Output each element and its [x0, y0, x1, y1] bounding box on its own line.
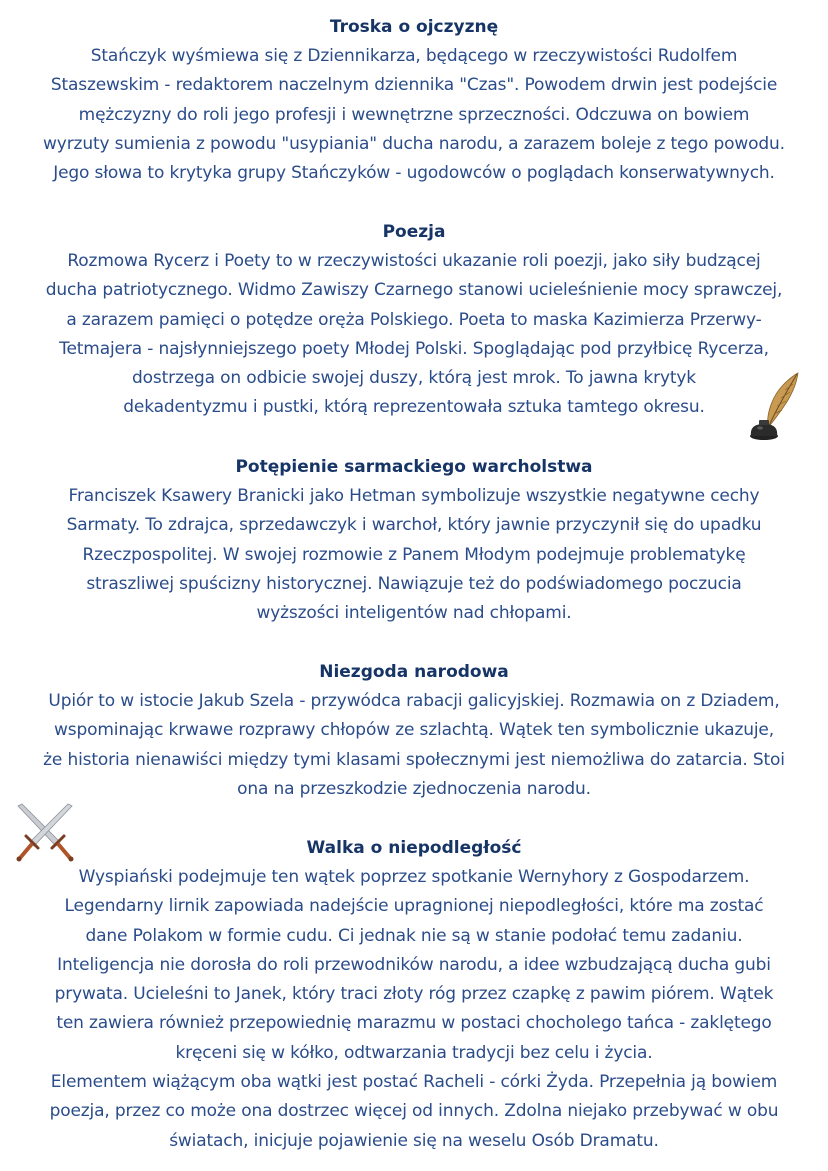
section-title: Potępienie sarmackiego warcholstwa: [235, 457, 593, 477]
text-line: Inteligencja nie dorosła do roli przewodników narodu, a idee wzbudzającą ducha gubi: [57, 954, 771, 975]
section-title: Niezgoda narodowa: [319, 662, 509, 682]
text-line: Rozmowa Rycerz i Poety to w rzeczywistości ukazanie roli poezji, jako siły budzącej: [67, 251, 761, 271]
crossed-swords-icon: [12, 802, 78, 864]
text-line: straszliwej spuścizny historycznej. Nawiązuje też do podświadomego poczucia: [86, 573, 742, 594]
text-line: Elementem wiążącym oba wątki jest postać Racheli - córki Żyda. Przepełnia ją bowiem: [50, 1072, 778, 1093]
section-troska-o-ojczyzne: [0, 12, 828, 188]
text-line: poezja, przez co może ona dostrzec więcej od innych. Zdolna niejako przebywać w obu: [49, 1101, 779, 1122]
text-line: Stańczyk wyśmiewa się z Dziennikarza, będącego w rzeczywistości Rudolfem: [90, 46, 738, 66]
text-line: Legendarny lirnik zapowiada nadejście upragnionej niepodległości, które ma zostać: [64, 896, 764, 917]
text-line: Franciszek Ksawery Branicki jako Hetman symbolizuje wszystkie negatywne cechy: [68, 486, 760, 506]
text-line: Jego słowa to krytyka grupy Stańczyków - ugodowców o poglądach konserwatywnych.: [53, 163, 775, 184]
section-title: Troska o ojczyznę: [329, 17, 499, 37]
text-line: dane Polakom w formie cudu. Ci jednak nie są w stanie podołać temu zadaniu.: [85, 925, 743, 946]
section-title: Poezja: [382, 222, 446, 242]
text-line: ten zawiera również przepowiednię marazmu w postaci chocholego tańca - zaklętego: [56, 1013, 772, 1034]
text-line: Sarmaty. To zdrajca, sprzedawczyk i warchoł, który jawnie przyczynił się do upadku: [66, 515, 762, 536]
text-line: Rzeczpospolitej. W swojej rozmowie z Panem Młodym podejmuje problematykę: [82, 544, 746, 565]
text-line: mężczyzny do roli jego profesji i wewnętrzne sprzeczności. Odczuwa on bowiem: [78, 104, 750, 125]
section-niezgoda-narodowa: [0, 657, 828, 804]
section-body: [0, 247, 828, 423]
section-body: [0, 687, 828, 804]
section-potepienie-sarmackiego-warcholstwa: [0, 452, 828, 628]
section-title: Walka o niepodległość: [306, 838, 522, 858]
text-line: wyrzuty sumienia z powodu "usypiania" ducha narodu, a zarazem boleje z tego powodu.: [43, 133, 785, 154]
text-line: wyższości inteligentów nad chłopami.: [256, 603, 572, 624]
text-line: że historia nienawiści między tymi klasami społecznymi jest niemożliwa do zatarcia. Stoi: [43, 749, 785, 770]
text-line: dekadentyzmu i pustki, którą reprezentowała sztuka tamtego okresu.: [123, 397, 705, 418]
section-walka-o-niepodleglosc: [0, 833, 828, 1156]
section-body: [0, 42, 828, 188]
text-line: Wyspiański podejmuje ten wątek poprzez spotkanie Wernyhory z Gospodarzem.: [78, 867, 750, 887]
text-line: Upiór to w istocie Jakub Szela - przywódca rabacji galicyjskiej. Rozmawia on z Dziadem,: [48, 691, 780, 711]
text-line: Tetmajera - najsłynniejszego poety Młodej Polski. Spoglądając pod przyłbicę Rycerza,: [59, 338, 769, 359]
section-body: [0, 482, 828, 628]
text-line: a zarazem pamięci o potędze oręża Polskiego. Poeta to maska Kazimierza Przerwy-: [66, 309, 762, 330]
text-line: światach, inicjuje pojawienie się na weselu Osób Dramatu.: [169, 1130, 659, 1151]
quill-inkwell-icon: [744, 370, 800, 442]
text-line: kręceni się w kółko, odtwarzania tradycji bez celu i życia.: [175, 1042, 653, 1063]
section-body: [0, 863, 828, 1156]
text-line: wspominając krwawe rozprawy chłopów ze szlachtą. Wątek ten symbolicznie ukazuje,: [54, 720, 774, 741]
text-line: ona na przeszkodzie zjednoczenia narodu.: [237, 778, 591, 799]
text-line: ducha patriotycznego. Widmo Zawiszy Czarnego stanowi ucieleśnienie mocy sprawczej,: [45, 280, 783, 301]
text-line: Staszewskim - redaktorem naczelnym dziennika "Czas". Powodem drwin jest podejście: [50, 75, 778, 96]
section-poezja: [0, 217, 828, 423]
text-line: prywata. Ucieleśni to Janek, który traci złoty róg przez czapkę z pawim piórem. Wątek: [54, 984, 774, 1005]
text-line: dostrzega on odbicie swojej duszy, którą jest mrok. To jawna krytyk: [131, 368, 697, 389]
